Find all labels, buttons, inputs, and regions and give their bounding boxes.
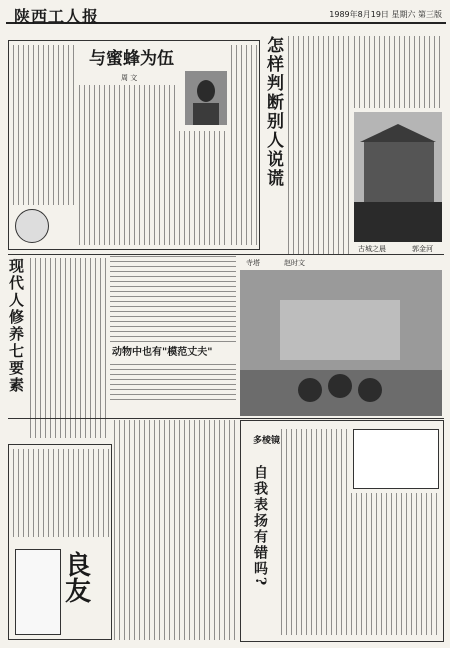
selfpraise-box [240, 420, 444, 642]
divider [8, 254, 444, 255]
masthead [6, 4, 446, 24]
friend-illustration [15, 549, 61, 635]
friend-headline: 良友 [65, 551, 92, 607]
article-body [13, 45, 75, 205]
dawn-photo [354, 112, 442, 242]
friend-box [8, 444, 112, 640]
article-body [179, 131, 229, 245]
animals-body [110, 364, 236, 404]
article-body [231, 45, 257, 245]
friend-body [13, 449, 109, 537]
article-bees [8, 40, 260, 250]
pagoda-credit: 赵时文 [284, 259, 305, 267]
lying-headline: 怎样判断别人说谎 [263, 36, 283, 188]
article-headline: 与蜜蜂为伍 [89, 49, 174, 69]
masthead-title: 陕西工人报 [14, 7, 100, 26]
author-portrait [185, 71, 227, 125]
poem-column [114, 420, 238, 640]
issue-date: 1989年8月19日 星期六 第三版 [329, 10, 442, 19]
dawn-credit: 郭金河 [412, 245, 433, 253]
pagoda-photo [240, 270, 442, 416]
animals-headline: 动物中也有"模范丈夫" [112, 347, 213, 358]
article-byline: 周 文 [121, 74, 138, 82]
dawn-caption: 古城之晨 [358, 245, 386, 253]
column-logo [15, 209, 49, 243]
pagoda-caption: 寺塔 [246, 259, 260, 267]
article-body [79, 85, 175, 245]
lying-body-right [354, 36, 442, 108]
selfpraise-headline: 自我表扬有错吗? [252, 465, 268, 588]
selfpraise-illustration [353, 429, 439, 489]
selfpraise-body [281, 429, 349, 635]
animals-intro [110, 256, 236, 344]
lying-body [288, 36, 350, 254]
modern-headline: 现代人修养七要素 [7, 258, 25, 394]
selfpraise-body-right [351, 493, 441, 635]
selfpraise-section: 多棱镜 [253, 436, 281, 446]
divider [8, 418, 444, 419]
modern-body [30, 258, 106, 438]
